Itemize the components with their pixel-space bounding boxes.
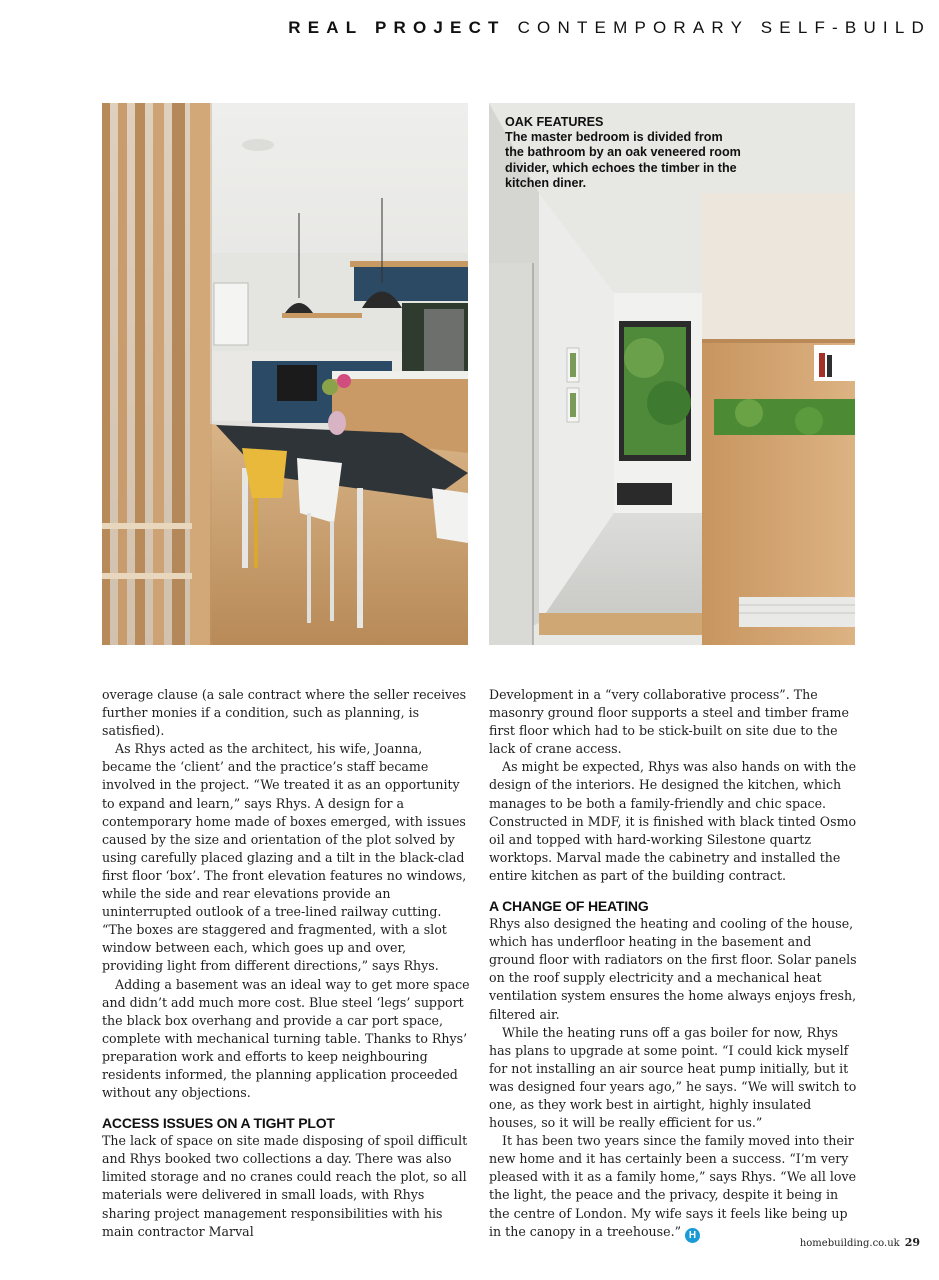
body-paragraph — [102, 976, 470, 1103]
section-heading — [102, 1114, 470, 1132]
body-paragraph — [102, 686, 470, 740]
caption-text: The master bedroom is divided from the bathroom by an oak veneered room divider, which echoes the timber in the kitchen diner. — [505, 130, 741, 190]
footer-site: homebuilding.co.uk — [799, 1238, 900, 1249]
caption-title: OAK FEATURES — [505, 115, 604, 129]
paragraph-text: As might be expected, Rhys was also hands on with the design of the interiors. He designed the kitchen, which manages to be both a family-friendly and chic space. Constructed in MDF, it is finished with black tinted Osmo oil and topped with hard-working Silestone quartz worktops. Marval made the cabinetry and installed the entire kitchen as part of the building contract. — [489, 759, 857, 883]
article-column-left — [102, 686, 470, 1241]
section-heading-text: A CHANGE OF HEATING — [489, 898, 649, 915]
photo-caption — [505, 115, 745, 191]
article-column-right — [489, 686, 857, 1243]
body-paragraph — [489, 1024, 857, 1133]
paragraph-text: Rhys also designed the heating and cooling of the house, which has underfloor heating in the basement and ground floor with radiators on the first floor. Solar panels on the roof supply electricity and a mechanical heat ventilation system ensures the home always enjoys fresh, filtered air. — [489, 916, 857, 1022]
body-paragraph — [102, 1132, 470, 1241]
running-header — [288, 18, 931, 38]
paragraph-text: As Rhys acted as the architect, his wife, Joanna, became the ‘client’ and the practice’s staff became involved in the project. “We treated it as an opportunity to expand and learn,” says Rhys. A design for a contemporary home made of boxes emerged, with issues caused by the size and orientation of the plot solved by using carefully placed glazing and a tilt in the black-clad first floor ‘box’. The front elevation features no windows, while the side and rear elevations provide an uninterrupted outlook of a tree-lined railway cutting. “The boxes are staggered and fragmented, with a slot window between each, which goes up and over, providing light from different directions,” says Rhys. — [102, 741, 467, 974]
section-heading — [489, 897, 857, 915]
article-end-mark-icon: H — [685, 1228, 700, 1243]
body-paragraph — [489, 686, 857, 758]
paragraph-text: While the heating runs off a gas boiler for now, Rhys has plans to upgrade at some point. “I could kick myself for not installing an air source heat pump initially, but it was designed four years ago,” he says. “We will switch to one, as they work best in airtight, highly insulated houses, so it will be really efficient for us.” — [489, 1024, 857, 1131]
paragraph-text: Development in a “very collaborative process”. The masonry ground floor supports a steel and timber frame first floor which had to be stick-built on site due to the lack of crane access. — [489, 687, 849, 757]
paragraph-text: Adding a basement was an ideal way to get more space and didn’t add much more cost. Blue steel ‘legs’ support the black box overhang and provide a car port space, complete with mechanical turning table. Thanks to Rhys’ preparation work and efforts to keep neighbouring residents informed, the planning application proceeded without any objections. — [102, 976, 470, 1101]
body-paragraph — [489, 758, 857, 885]
hallway-bathroom-photo — [489, 103, 855, 645]
header-section-label: REAL PROJECT — [288, 18, 506, 37]
body-paragraph — [489, 1132, 857, 1242]
section-heading-text: ACCESS ISSUES ON A TIGHT PLOT — [102, 1115, 335, 1132]
kitchen-diner-photo — [102, 103, 468, 645]
page-footer — [800, 1236, 920, 1249]
paragraph-text: The lack of space on site made disposing of spoil difficult and Rhys booked two collections a day. There was also limited storage and no cranes could reach the plot, so all materials were delivered in small loads, with Rhys sharing project management responsibilities with his main contractor Marval — [102, 1133, 468, 1239]
paragraph-text: It has been two years since the family moved into their new home and it has certainly been a success. “I’m very pleased with it as a family home,” says Rhys. “We all love the light, the peace and the privacy, despite it being in the centre of London. My wife says it feels like being up in the canopy in a treehouse.” — [489, 1133, 857, 1239]
body-paragraph — [489, 915, 857, 1024]
page-number: 29 — [904, 1236, 920, 1249]
paragraph-text: overage clause (a sale contract where the seller receives further monies if a condition, such as planning, is satisfied). — [102, 687, 467, 739]
header-article-label: CONTEMPORARY SELF-BUILD — [517, 18, 931, 37]
body-paragraph — [102, 740, 470, 975]
